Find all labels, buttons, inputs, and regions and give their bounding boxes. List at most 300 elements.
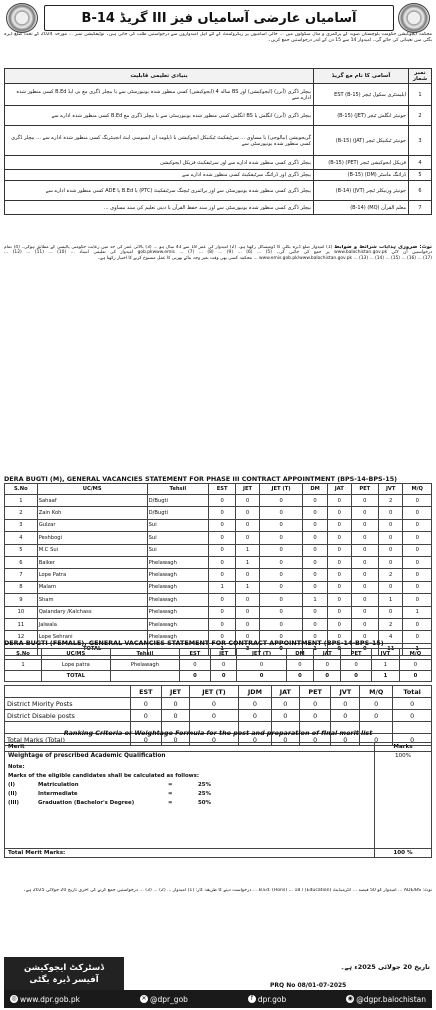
table-cell: 0 [209, 556, 236, 568]
intro-paragraph: محکمہ ایجوکیشن حکومت بلوچستان صوبہ کے پرائمری و مڈل سکولوں میں ... خالی آسامیوں پر ریکروٹمنٹ کے لئے اہل امیدواروں سے درخواستیں طلب کی جاتی ہیں۔ نوٹیفکیشن نمبر ... مورخہ 2024 کے تحت ضلع ڈیرہ بگٹی میں تعیناتی کی جائے گی۔ امیدوار 14 سے 15 دن کے اندر درخواستیں جمع کریں۔ [4, 32, 432, 43]
total-row [5, 671, 432, 682]
table-cell: 0 [130, 734, 162, 746]
total-cell: 3 [236, 643, 260, 655]
table-cell: 0 [327, 544, 351, 556]
col-header: PET [299, 686, 331, 698]
facebook-icon: f [248, 995, 256, 1003]
total-cell: 0 [341, 671, 372, 682]
table-cell: 0 [236, 519, 260, 531]
col-header: M/Q [360, 686, 393, 698]
total-cell: 11 [378, 643, 403, 655]
footer-twitter[interactable] [140, 995, 188, 1004]
merit-items [8, 781, 371, 808]
table-cell: 0 [236, 532, 260, 544]
table-cell: District Disable posts [5, 710, 131, 722]
footer-facebook-text: dpr.gob [257, 994, 287, 1004]
posts-row [5, 126, 432, 156]
posts-row [5, 106, 432, 126]
col-header: JET [162, 686, 190, 698]
table-cell: 0 [209, 519, 236, 531]
footer-instagram[interactable] [346, 995, 426, 1004]
table-cell: 12 [5, 631, 38, 643]
table-cell: 0 [393, 734, 432, 746]
table-cell: 0 [236, 495, 260, 507]
post-qualification: بیچلر ڈگری کسی منظور شدہ یونیورسٹی سے اور سند حفظ القرآن یا دینی تعلیم کی سند مساوی ... [5, 201, 314, 215]
table-cell: 0 [259, 569, 302, 581]
table-cell: 0 [327, 556, 351, 568]
merit-item-name: Intermediate [38, 791, 78, 797]
table-cell: 0 [403, 495, 432, 507]
total-cell: 1 [403, 643, 432, 655]
table-cell: 0 [303, 618, 328, 630]
merit-note: Note: [8, 764, 25, 770]
table-cell: 0 [327, 631, 351, 643]
table-cell: 0 [271, 710, 299, 722]
table-row [5, 544, 432, 556]
table-cell: 0 [239, 698, 272, 710]
table-cell: Phelawagh [147, 581, 208, 593]
table-cell: 0 [189, 698, 238, 710]
table-row [5, 710, 432, 722]
post-name: معلم القرآن (MQ) (B-14) [314, 201, 409, 215]
table-cell: Phelawagh [147, 618, 208, 630]
table-cell: Zain Koh [37, 507, 147, 519]
table-cell: Baiker [37, 556, 147, 568]
table-row [5, 698, 432, 710]
table-cell: 5 [5, 544, 38, 556]
footer-website[interactable] [10, 995, 80, 1004]
table-cell: 0 [393, 710, 432, 722]
merit-item-val: 25% [198, 791, 211, 797]
table-cell: 0 [259, 532, 302, 544]
table-cell: 0 [351, 544, 378, 556]
table-cell: 0 [259, 581, 302, 593]
table-cell: 0 [303, 544, 328, 556]
table-cell: 0 [331, 734, 360, 746]
table-cell: 2 [5, 507, 38, 519]
table-cell: 0 [299, 734, 331, 746]
table-row [5, 495, 432, 507]
table-cell: 0 [327, 594, 351, 606]
table-cell: Jalwala [37, 618, 147, 630]
instagram-icon: ◉ [347, 995, 353, 1002]
notes-text: (1) امیدوار ضلع ڈیرہ بگٹی کا ڈومیسائل رکھتا ہو۔ (2) امیدوار کی عمر 18 سے 43 سال ہو ... (3) بالائی عمر کی حد میں رعایت حکومتی پالیسی کے مطابق ہوگی۔ (4) تمام درخواستیں آن لائن www.balochistan.gov.pk پر جمع کی جائیں گی۔ (5) ... (6) ... gob.pkwww.emis ... (7) ... (8) ... (9) امیدوار کی تعلیمی اسناد ... (10) ... (11) ... (12) ... www.emis.gob.pk/www.balochistan.gov.pk ... (13) ... (14) ... (15) ... (16) ... (17) ... محکمہ کسی بھی وقت بغیر وجہ بتائے بھرتی کا عمل منسوخ کرنے کا اختیار رکھتا ہے۔ [4, 245, 432, 261]
table-cell: 2 [378, 618, 403, 630]
merit-item-val: 50% [198, 800, 211, 806]
globe-icon: ◎ [11, 995, 17, 1002]
total-cell [5, 671, 42, 682]
merit-item-name: Matriculation [38, 782, 79, 788]
table-row [5, 606, 432, 618]
table-cell: 0 [351, 495, 378, 507]
post-qualification: گریجویشن (بیالوجی) یا مساوی ... سرٹیفکیٹ ٹیکنیکل ایجوکیشن یا ڈپلومہ ان ایسوسی ایٹ انجینئرنگ کسی منظور شدہ ادارے سے ... بیچلر ڈگری کسی منظور شدہ یونیورسٹی سے [5, 126, 314, 156]
total-cell: 0 [351, 643, 378, 655]
post-serial: 1 [409, 84, 432, 106]
col-header: JET (T) [237, 649, 286, 660]
weightage-heading: Weightage of prescribed Academic Qualification [8, 753, 166, 759]
col-header: PET [351, 484, 378, 495]
table-cell: 8 [5, 581, 38, 593]
table-cell: 0 [236, 569, 260, 581]
table-cell: 0 [162, 698, 190, 710]
table-cell: D/Bugti [147, 495, 208, 507]
table-cell: Lope patra [41, 660, 110, 671]
page-title: آسامیاں عارضی آسامیاں فیز III گریڈ 14-B [44, 5, 394, 31]
table-cell: Qalandary /Kalchass [37, 606, 147, 618]
table-cell: 0 [327, 606, 351, 618]
table-cell: 0 [259, 631, 302, 643]
col-header: M/Q [399, 649, 431, 660]
col-header: S.No [5, 649, 42, 660]
table-cell: 0 [209, 594, 236, 606]
merit-item-eq: = [168, 782, 173, 788]
table-cell: District Miority Posts [5, 698, 131, 710]
table-cell: Lope Sehrani [37, 631, 147, 643]
table-cell: 1 [236, 544, 260, 556]
table-cell: 0 [259, 618, 302, 630]
col-header: JET [236, 484, 260, 495]
stamp-line-1: ڈسٹرکٹ ایجوکیشن [23, 963, 105, 973]
table-cell: 0 [303, 569, 328, 581]
table-cell: Total Marks (Total) [5, 734, 131, 746]
table-cell: 0 [189, 734, 238, 746]
table-cell: 0 [378, 544, 403, 556]
table-cell: 3 [5, 519, 38, 531]
male-vacancies-table [4, 483, 432, 656]
table-cell: 1 [303, 594, 328, 606]
post-serial: 6 [409, 181, 432, 201]
table-cell: 0 [360, 734, 393, 746]
merit-item-no: (III) [8, 800, 19, 806]
table-cell: 0 [314, 660, 341, 671]
total-cell: 1 [303, 643, 328, 655]
table-cell: 0 [327, 581, 351, 593]
table-row [5, 581, 432, 593]
table-cell: 0 [237, 660, 286, 671]
col-header: UC/MS [37, 484, 147, 495]
col-header: EST [180, 649, 211, 660]
twitter-icon: ✕ [141, 995, 147, 1002]
table-cell: 0 [130, 698, 162, 710]
table-cell: 0 [210, 660, 237, 671]
total-cell: 1 [209, 643, 236, 655]
table-cell: 0 [209, 631, 236, 643]
table-cell: 4 [378, 631, 403, 643]
table-cell: 0 [303, 556, 328, 568]
table-cell: 0 [378, 519, 403, 531]
table-cell: 0 [259, 594, 302, 606]
table-cell: 0 [327, 507, 351, 519]
col-header: EST [130, 686, 162, 698]
post-name: جونیئر ورنیکلر ٹیچر (JVT) (B-14) [314, 181, 409, 201]
merit-item [8, 790, 371, 799]
table-cell: 0 [303, 532, 328, 544]
table-cell: 0 [403, 532, 432, 544]
table-cell: 0 [403, 544, 432, 556]
total-cell: 0 [399, 671, 431, 682]
footer-facebook[interactable] [248, 995, 286, 1004]
table-cell: 0 [286, 660, 314, 671]
col-header: JET (T) [189, 686, 238, 698]
posts-row [5, 170, 432, 181]
col-header: Tehsil [110, 649, 179, 660]
table-cell: 0 [259, 606, 302, 618]
col-header [5, 686, 131, 698]
post-name: جونیئر ٹیکنیکل ٹیچر (JAT) (B-15) [314, 126, 409, 156]
table-cell: 0 [351, 569, 378, 581]
table-cell: 0 [341, 660, 372, 671]
male-vacancies-title: DERA BUGTI (M), GENERAL VACANCIES STATEMENT FOR PHASE III CONTRACT APPOINTMENT (BPS-14-BPS-15) [4, 475, 398, 483]
table-cell: 0 [209, 495, 236, 507]
notes-heading: نوٹ: ضروری ہدایات شرائط و ضوابط [334, 245, 432, 250]
table-cell: Phelawagh [147, 556, 208, 568]
total-cell [110, 671, 179, 682]
table-cell: 0 [403, 631, 432, 643]
table-cell: 0 [180, 660, 211, 671]
table-cell: Malam [37, 581, 147, 593]
col-header: Tehsil [147, 484, 208, 495]
table-cell: 0 [236, 606, 260, 618]
table-cell: 1 [209, 581, 236, 593]
table-cell: 0 [236, 507, 260, 519]
total-cell: 0 [237, 671, 286, 682]
table-row [5, 660, 432, 671]
table-cell: Sahaaf [37, 495, 147, 507]
header [4, 3, 432, 31]
table-cell: 0 [259, 495, 302, 507]
table-cell: 11 [5, 618, 38, 630]
table-row [5, 507, 432, 519]
table-cell: 0 [327, 519, 351, 531]
table-cell: 0 [209, 544, 236, 556]
table-cell: 0 [327, 569, 351, 581]
posts-row [5, 84, 432, 106]
merit-item-val: 25% [198, 782, 211, 788]
col-header: EST [209, 484, 236, 495]
officer-stamp [4, 957, 124, 991]
merit-item [8, 781, 371, 790]
merit-item-no: (II) [8, 791, 17, 797]
table-cell: 6 [5, 556, 38, 568]
footer-website-text: www.dpr.gob.pk [20, 994, 80, 1004]
table-cell: 0 [327, 495, 351, 507]
table-cell: 0 [378, 606, 403, 618]
table-cell: 2 [378, 495, 403, 507]
posts-row [5, 156, 432, 170]
total-cell: 0 [210, 671, 237, 682]
col-header: DM [286, 649, 314, 660]
col-header: JAT [327, 484, 351, 495]
table-cell: 0 [360, 710, 393, 722]
table-cell: 0 [303, 507, 328, 519]
table-row [5, 594, 432, 606]
total-merit-label: Total Merit Marks: [5, 849, 375, 858]
col-header: M/Q [403, 484, 432, 495]
table-cell: 0 [236, 631, 260, 643]
table-cell: Sui [147, 532, 208, 544]
posts-table [4, 68, 432, 215]
footer-twitter-text: @dpr_gob [149, 994, 188, 1004]
total-cell: 0 [286, 671, 314, 682]
table-cell: 0 [209, 569, 236, 581]
total-cell: TOTAL [41, 671, 110, 682]
table-cell: Sui [147, 519, 208, 531]
table-cell: 0 [351, 556, 378, 568]
table-cell: 0 [303, 581, 328, 593]
table-cell: 0 [259, 519, 302, 531]
table-cell: 0 [209, 532, 236, 544]
merit-item-eq: = [168, 800, 173, 806]
table-cell: 0 [393, 698, 432, 710]
post-qualification: بیچلر ڈگری (آنرز) انگلش یا BS انگلش کسی منظور شدہ یونیورسٹی سے یا بیچلر ڈگری مع B.Ed کسی منظور شدہ ادارے سے [5, 106, 314, 126]
table-cell: 0 [239, 710, 272, 722]
table-cell: 0 [351, 606, 378, 618]
post-serial: 5 [409, 170, 432, 181]
total-cell: TOTAL [37, 643, 147, 655]
table-cell: 0 [399, 660, 431, 671]
post-name: ڈرائنگ ماسٹر (DM) (B-15) [314, 170, 409, 181]
table-cell: 0 [130, 710, 162, 722]
deadline-text: تاریخ 20 جولائی 2025ء ہے۔ [340, 963, 430, 971]
table-row [5, 569, 432, 581]
col-header: JET [210, 649, 237, 660]
table-cell: 1 [403, 606, 432, 618]
col-header: JVT [378, 484, 403, 495]
table-cell: 0 [271, 698, 299, 710]
col-header-qualification: بنیادی تعلیمی قابلیت [5, 69, 314, 84]
notes-section [4, 245, 432, 475]
table-cell: Sham [37, 594, 147, 606]
col-header-serial: نمبر شمار [409, 69, 432, 84]
table-cell: 0 [351, 507, 378, 519]
table-cell: 0 [162, 734, 190, 746]
table-cell: 0 [403, 594, 432, 606]
post-serial: 4 [409, 156, 432, 170]
table-cell: 0 [378, 532, 403, 544]
col-header: PET [341, 649, 372, 660]
col-header: Total [393, 686, 432, 698]
table-cell: 0 [259, 544, 302, 556]
table-cell: Peshbogi [37, 532, 147, 544]
merit-item-eq: = [168, 791, 173, 797]
merit-note-text: Marks of the eligible candidates shall be calculated as follows: [8, 773, 200, 779]
total-cell: 0 [327, 643, 351, 655]
table-cell: 0 [299, 710, 331, 722]
table-cell: 1 [372, 660, 400, 671]
table-cell: Phelawagh [147, 606, 208, 618]
table-cell: 0 [351, 532, 378, 544]
footer-instagram-text: @dgpr.balochistan [356, 994, 426, 1004]
table-cell: 0 [259, 507, 302, 519]
table-cell: 0 [327, 532, 351, 544]
table-cell: 2 [378, 569, 403, 581]
merit-table [4, 742, 432, 858]
table-cell: 0 [331, 698, 360, 710]
table-cell: Phelawagh [110, 660, 179, 671]
female-vacancies-title: DERA BUGTI (FEMALE), GENERAL VACANCIES STATEMENT FOR CONTRACT APPOINTMENT (BPS-14-BPS-15) [4, 639, 384, 647]
table-cell: 0 [236, 594, 260, 606]
table-cell: M.C Sui [37, 544, 147, 556]
table-cell: 1 [378, 594, 403, 606]
table-cell: 0 [259, 556, 302, 568]
table-cell: 0 [378, 507, 403, 519]
table-cell: 0 [351, 594, 378, 606]
col-header: JAT [314, 649, 341, 660]
table-cell: 0 [351, 581, 378, 593]
table-cell: 0 [403, 556, 432, 568]
post-name: ایلیمنٹری سکول ٹیچر EST (B-15) [314, 84, 409, 106]
table-cell: 0 [403, 569, 432, 581]
merit-col-header: Merit [5, 743, 375, 752]
total-cell: 1 [372, 671, 400, 682]
table-cell: 1 [5, 495, 38, 507]
table-cell: 0 [327, 618, 351, 630]
table-cell: 0 [351, 631, 378, 643]
female-vacancies-table [4, 648, 432, 682]
table-cell: 1 [236, 581, 260, 593]
table-cell: 7 [5, 569, 38, 581]
table-cell: Gulzar [37, 519, 147, 531]
post-serial: 3 [409, 126, 432, 156]
table-cell: Phelawagh [147, 631, 208, 643]
government-logo-icon [6, 3, 38, 33]
footer-bar [4, 990, 432, 1008]
post-qualification: بیچلر ڈگری کسی منظور شدہ یونیورسٹی سے اور پرائمری ٹیچنگ سرٹیفکیٹ (PTC) یا B.Ed یا ADE کسی منظور شدہ ادارے سے [5, 181, 314, 201]
prq-number: PRQ No 08/01-07-2025 [270, 982, 347, 989]
posts-row [5, 201, 432, 215]
total-cell: 0 [180, 671, 211, 682]
table-cell: 0 [403, 519, 432, 531]
table-row [5, 532, 432, 544]
col-header: JET (T) [259, 484, 302, 495]
post-serial: 7 [409, 201, 432, 215]
table-cell: 0 [303, 631, 328, 643]
col-header: JVT [372, 649, 400, 660]
col-header: JDM [239, 686, 272, 698]
col-header: S.No [5, 484, 38, 495]
table-cell: Phelawagh [147, 569, 208, 581]
post-serial: 2 [409, 106, 432, 126]
table-cell: 0 [209, 606, 236, 618]
total-cell: 0 [314, 671, 341, 682]
table-cell: 0 [360, 698, 393, 710]
table-cell: 0 [351, 519, 378, 531]
post-name: فزیکل ایجوکیشن ٹیچر (PET) (B-15) [314, 156, 409, 170]
table-cell: D/Bugti [147, 507, 208, 519]
col-header: JVT [331, 686, 360, 698]
table-cell: 9 [5, 594, 38, 606]
merit-item-no: (I) [8, 782, 15, 788]
table-cell: 0 [378, 581, 403, 593]
post-qualification: بیچلر ڈگری (آنرز) (ایجوکیشن) اور BS ساله 4 (ایجوکیشن) کسی منظور شدہ یونیورسٹی سے یا بیچلر ڈگری مع بی ایڈ B.Ed کسی منظور شدہ ادارے سے [5, 84, 314, 106]
col-header: JAT [271, 686, 299, 698]
table-cell: 0 [271, 734, 299, 746]
table-cell: 0 [303, 495, 328, 507]
table-cell: 0 [299, 698, 331, 710]
post-name: جونیئر انگلش ٹیچر (JET) (B-15) [314, 106, 409, 126]
table-row [5, 519, 432, 531]
table-cell: 0 [351, 618, 378, 630]
post-qualification: بیچلر ڈگری کسی منظور شدہ ادارے سے اور سرٹیفکیٹ فزیکل ایجوکیشن [5, 156, 314, 170]
table-cell: 0 [403, 507, 432, 519]
post-qualification: بیچلر ڈگری اور ڈرائنگ سرٹیفکیٹ کسی منظور شدہ ادارے سے [5, 170, 314, 181]
table-cell: 1 [236, 556, 260, 568]
table-cell: 1 [5, 660, 42, 671]
table-cell: 0 [331, 710, 360, 722]
merit-item-name: Graduation (Bachelor's Degree) [38, 800, 135, 806]
table-cell: 0 [209, 507, 236, 519]
table-cell: 0 [162, 710, 190, 722]
